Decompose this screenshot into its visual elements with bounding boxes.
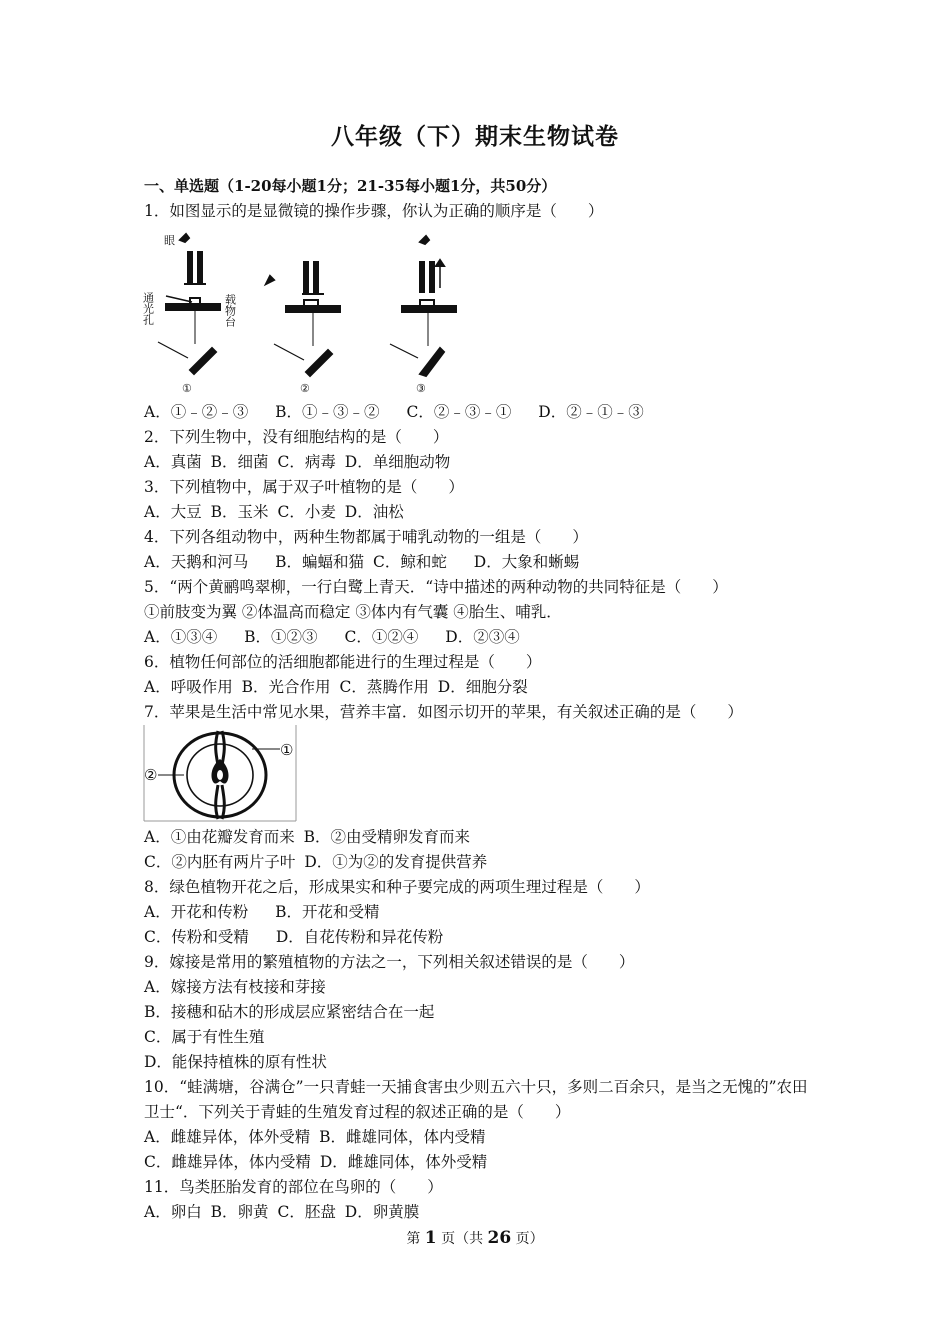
step-1-illustration — [158, 234, 220, 374]
q9-option-c[interactable]: C．属于有性生殖 — [144, 1028, 265, 1046]
eye-label: 眼 — [164, 234, 175, 247]
question-10-stem: 10．“蛙满塘，谷满仓”一只青蛙一天捕食害虫少则五六十只，多则二百余只，是当之无愧的”农田卫士“．下列关于青蛙的生殖发育过程的叙述正确的是（ ） — [144, 1078, 808, 1121]
footer-page-number: 1 — [424, 1228, 437, 1248]
q9-option-d[interactable]: D．能保持植株的原有性状 — [144, 1053, 327, 1071]
q1-option-a[interactable]: A．①﹣②﹣③ — [144, 403, 249, 421]
q5-option-d[interactable]: D．②③④ — [445, 628, 520, 646]
q3-option-d[interactable]: D．油松 — [344, 503, 404, 521]
exam-body — [141, 174, 816, 1225]
q4-option-a[interactable]: A．天鹅和河马 — [144, 553, 249, 571]
q5-option-a[interactable]: A．①③④ — [144, 628, 218, 646]
footer-prefix: 第 — [406, 1231, 421, 1247]
q11-option-d[interactable]: D．卵黄膜 — [344, 1203, 420, 1221]
question-3-options — [144, 500, 816, 525]
q4-option-c[interactable]: C．鲸和蛇 — [372, 553, 447, 571]
question-8-stem: 8．绿色植物开花之后，形成果实和种子要完成的两项生理过程是（ ） — [144, 878, 650, 896]
question-1-options — [144, 400, 816, 425]
q11-option-c[interactable]: C．胚盘 — [277, 1203, 336, 1221]
question-4-options — [144, 550, 816, 575]
question-2-options — [144, 450, 816, 475]
question-8-options-row-2 — [144, 925, 816, 950]
question-10-options-row-1 — [144, 1125, 816, 1150]
question-5-statements: ①前肢变为翼 ②体温高而稳定 ③体内有气囊 ④胎生、哺乳． — [144, 603, 562, 621]
q3-option-b[interactable]: B．玉米 — [210, 503, 269, 521]
q8-option-c[interactable]: C．传粉和受精 — [144, 928, 249, 946]
q8-option-a[interactable]: A．开花和传粉 — [144, 903, 249, 921]
q9-option-a[interactable]: A．嫁接方法有枝接和芽接 — [144, 978, 326, 996]
q9-option-b[interactable]: B．接穗和砧木的形成层应紧密结合在一起 — [144, 1003, 435, 1021]
footer-total-pages: 26 — [487, 1228, 512, 1248]
q5-option-b[interactable]: B．①②③ — [244, 628, 318, 646]
q7-option-c[interactable]: C．②内胚有两片子叶 — [144, 853, 296, 871]
question-4-stem: 4．下列各组动物中，两种生物都属于哺乳动物的一组是（ ） — [144, 528, 588, 546]
question-1-stem: 1．如图显示的是显微镜的操作步骤，你认为正确的顺序是（ ） — [144, 202, 604, 220]
question-6-stem: 6．植物任何部位的活细胞都能进行的生理过程是（ ） — [144, 653, 542, 671]
q11-option-b[interactable]: B．卵黄 — [210, 1203, 269, 1221]
q2-option-b[interactable]: B．细菌 — [210, 453, 269, 471]
question-11-stem: 11．鸟类胚胎发育的部位在鸟卵的（ ） — [144, 1178, 443, 1196]
step-2-illustration — [266, 262, 340, 376]
q10-option-d[interactable]: D．雌雄同体，体外受精 — [319, 1153, 488, 1171]
microscope-steps-figure — [141, 232, 464, 396]
apple-cross-section-figure — [144, 725, 300, 825]
footer-suffix: 页） — [515, 1231, 544, 1247]
step-3-number: ③ — [416, 382, 426, 395]
q3-option-a[interactable]: A．大豆 — [144, 503, 202, 521]
q1-option-d[interactable]: D．②﹣①﹣③ — [538, 403, 644, 421]
question-5-stem: 5．“两个黄鹂鸣翠柳，一行白鹭上青天．“诗中描述的两种动物的共同特征是（ ） — [144, 578, 728, 596]
q6-option-c[interactable]: C．蒸腾作用 — [339, 678, 429, 696]
aperture-label: 通光孔 — [141, 292, 155, 325]
q10-option-b[interactable]: B．雌雄同体，体内受精 — [319, 1128, 486, 1146]
q2-option-c[interactable]: C．病毒 — [277, 453, 336, 471]
q2-option-d[interactable]: D．单细胞动物 — [344, 453, 451, 471]
q6-option-d[interactable]: D．细胞分裂 — [437, 678, 528, 696]
q4-option-b[interactable]: B．蝙蝠和猫 — [275, 553, 365, 571]
q10-option-a[interactable]: A．雌雄异体，体外受精 — [144, 1128, 311, 1146]
q4-option-d[interactable]: D．大象和蜥蜴 — [473, 553, 580, 571]
apple-label-2: ② — [144, 766, 158, 784]
page-footer — [0, 1228, 950, 1248]
q8-option-b[interactable]: B．开花和受精 — [275, 903, 380, 921]
question-5-options — [144, 625, 816, 650]
stage-label: 载物台 — [223, 294, 237, 327]
question-10-options-row-2 — [144, 1150, 816, 1175]
section-heading: 一、单选题（1-20每小题1分；21-35每小题1分，共50分） — [144, 177, 557, 195]
apple-label-1: ① — [280, 741, 294, 759]
step-2-number: ② — [300, 382, 310, 395]
q6-option-a[interactable]: A．呼吸作用 — [144, 678, 233, 696]
step-1-number: ① — [182, 382, 192, 395]
q3-option-c[interactable]: C．小麦 — [277, 503, 336, 521]
question-11-options — [144, 1200, 816, 1225]
q5-option-c[interactable]: C．①②④ — [344, 628, 419, 646]
question-7-options-row-2 — [144, 850, 816, 875]
question-7-stem: 7．苹果是生活中常见水果，营养丰富．如图示切开的苹果，有关叙述正确的是（ ） — [144, 703, 743, 721]
q1-option-b[interactable]: B．①﹣③﹣② — [275, 403, 380, 421]
footer-mid: 页（共 — [441, 1231, 484, 1247]
question-7-options-row-1 — [144, 825, 816, 850]
question-6-options — [144, 675, 816, 700]
question-9-stem: 9．嫁接是常用的繁殖植物的方法之一，下列相关叙述错误的是（ ） — [144, 953, 635, 971]
q11-option-a[interactable]: A．卵白 — [144, 1203, 202, 1221]
question-8-options-row-1 — [144, 900, 816, 925]
q1-option-c[interactable]: C．②﹣③﹣① — [406, 403, 512, 421]
q6-option-b[interactable]: B．光合作用 — [241, 678, 331, 696]
q2-option-a[interactable]: A．真菌 — [144, 453, 202, 471]
step-3-illustration — [390, 236, 456, 376]
q10-option-c[interactable]: C．雌雄异体，体内受精 — [144, 1153, 311, 1171]
question-3-stem: 3．下列植物中，属于双子叶植物的是（ ） — [144, 478, 464, 496]
q7-option-b[interactable]: B．②由受精卵发育而来 — [303, 828, 471, 846]
q7-option-d[interactable]: D．①为②的发育提供营养 — [304, 853, 488, 871]
page-title: 八年级（下）期末生物试卷 — [331, 123, 619, 150]
q7-option-a[interactable]: A．①由花瓣发育而来 — [144, 828, 295, 846]
question-2-stem: 2．下列生物中，没有细胞结构的是（ ） — [144, 428, 449, 446]
q8-option-d[interactable]: D．自花传粉和异花传粉 — [275, 928, 444, 946]
